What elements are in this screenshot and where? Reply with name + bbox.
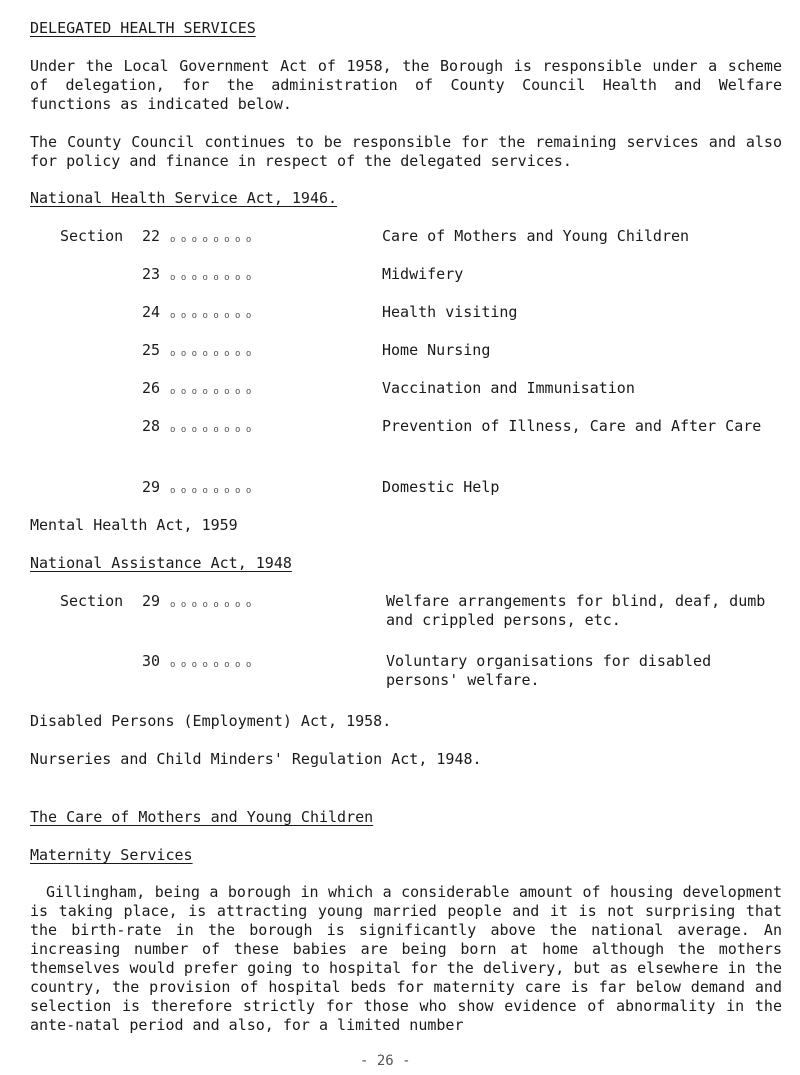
intro-paragraph-2: The County Council continues to be responsible for the remaining services and also for policy and finance in respect of the delegated services. [30, 133, 782, 170]
nhs-section-desc: Vaccination and Immunisation [382, 379, 635, 397]
leader-dots: o o o o o o o o [170, 387, 252, 397]
nhs-act-title: National Health Service Act, 1946. [30, 189, 338, 207]
leader-dots: o o o o o o o o [170, 235, 252, 245]
nhs-section-number: 24 [142, 303, 161, 321]
mental-health-act: Mental Health Act, 1959 [30, 516, 238, 534]
page-number: - 26 - [360, 1053, 411, 1069]
leader-dots: o o o o o o o o [170, 311, 252, 321]
nhs-section-number: 22 [142, 227, 161, 245]
na-section-desc: Welfare arrangements for blind, deaf, dumb and crippled persons, etc. [386, 592, 766, 629]
leader-dots: o o o o o o o o [170, 600, 252, 610]
disabled-persons-act: Disabled Persons (Employment) Act, 1958. [30, 712, 392, 730]
nhs-section-desc: Domestic Help [382, 478, 500, 496]
page-heading: DELEGATED HEALTH SERVICES [30, 19, 256, 37]
national-assistance-act-title: National Assistance Act, 1948 [30, 554, 292, 572]
nurseries-act: Nurseries and Child Minders' Regulation Act, 1948. [30, 750, 482, 768]
na-section-number: 29 [142, 592, 161, 610]
nhs-section-number: 23 [142, 265, 161, 283]
leader-dots: o o o o o o o o [170, 486, 252, 496]
na-section-label: Section [60, 592, 124, 610]
nhs-section-label: Section [60, 227, 124, 245]
na-section-number: 30 [142, 652, 161, 670]
nhs-section-desc: Care of Mothers and Young Children [382, 227, 690, 245]
nhs-section-number: 25 [142, 341, 161, 359]
nhs-section-desc: Health visiting [382, 303, 518, 321]
nhs-section-desc: Home Nursing [382, 341, 491, 359]
care-heading: The Care of Mothers and Young Children [30, 808, 374, 826]
leader-dots: o o o o o o o o [170, 660, 252, 670]
intro-paragraph-1: Under the Local Government Act of 1958, the Borough is responsible under a scheme of delegation, for the administration of County Council Health and Welfare functions as indicated below. [30, 57, 782, 113]
leader-dots: o o o o o o o o [170, 349, 252, 359]
leader-dots: o o o o o o o o [170, 425, 252, 435]
maternity-heading: Maternity Services [30, 846, 193, 864]
nhs-section-number: 29 [142, 478, 161, 496]
maternity-paragraph: Gillingham, being a borough in which a considerable amount of housing development is taking place, is attracting young married people and it is not surprising that the birth-rate in the borough is significantly above the national average. An increasing number of these babies are being born at home although the mothers themselves would prefer going to hospital for the delivery, but as elsewhere in the country, the provision of hospital beds for maternity care is far below demand and selection is therefore strictly for those who show evidence of abnormality in the ante-natal period and also, for a limited number [30, 883, 782, 1034]
nhs-section-number: 28 [142, 417, 161, 435]
nhs-section-desc: Prevention of Illness, Care and After Care [382, 417, 762, 435]
leader-dots: o o o o o o o o [170, 273, 252, 283]
na-section-desc: Voluntary organisations for disabled persons' welfare. [386, 652, 712, 689]
nhs-section-number: 26 [142, 379, 161, 397]
nhs-section-desc: Midwifery [382, 265, 464, 283]
